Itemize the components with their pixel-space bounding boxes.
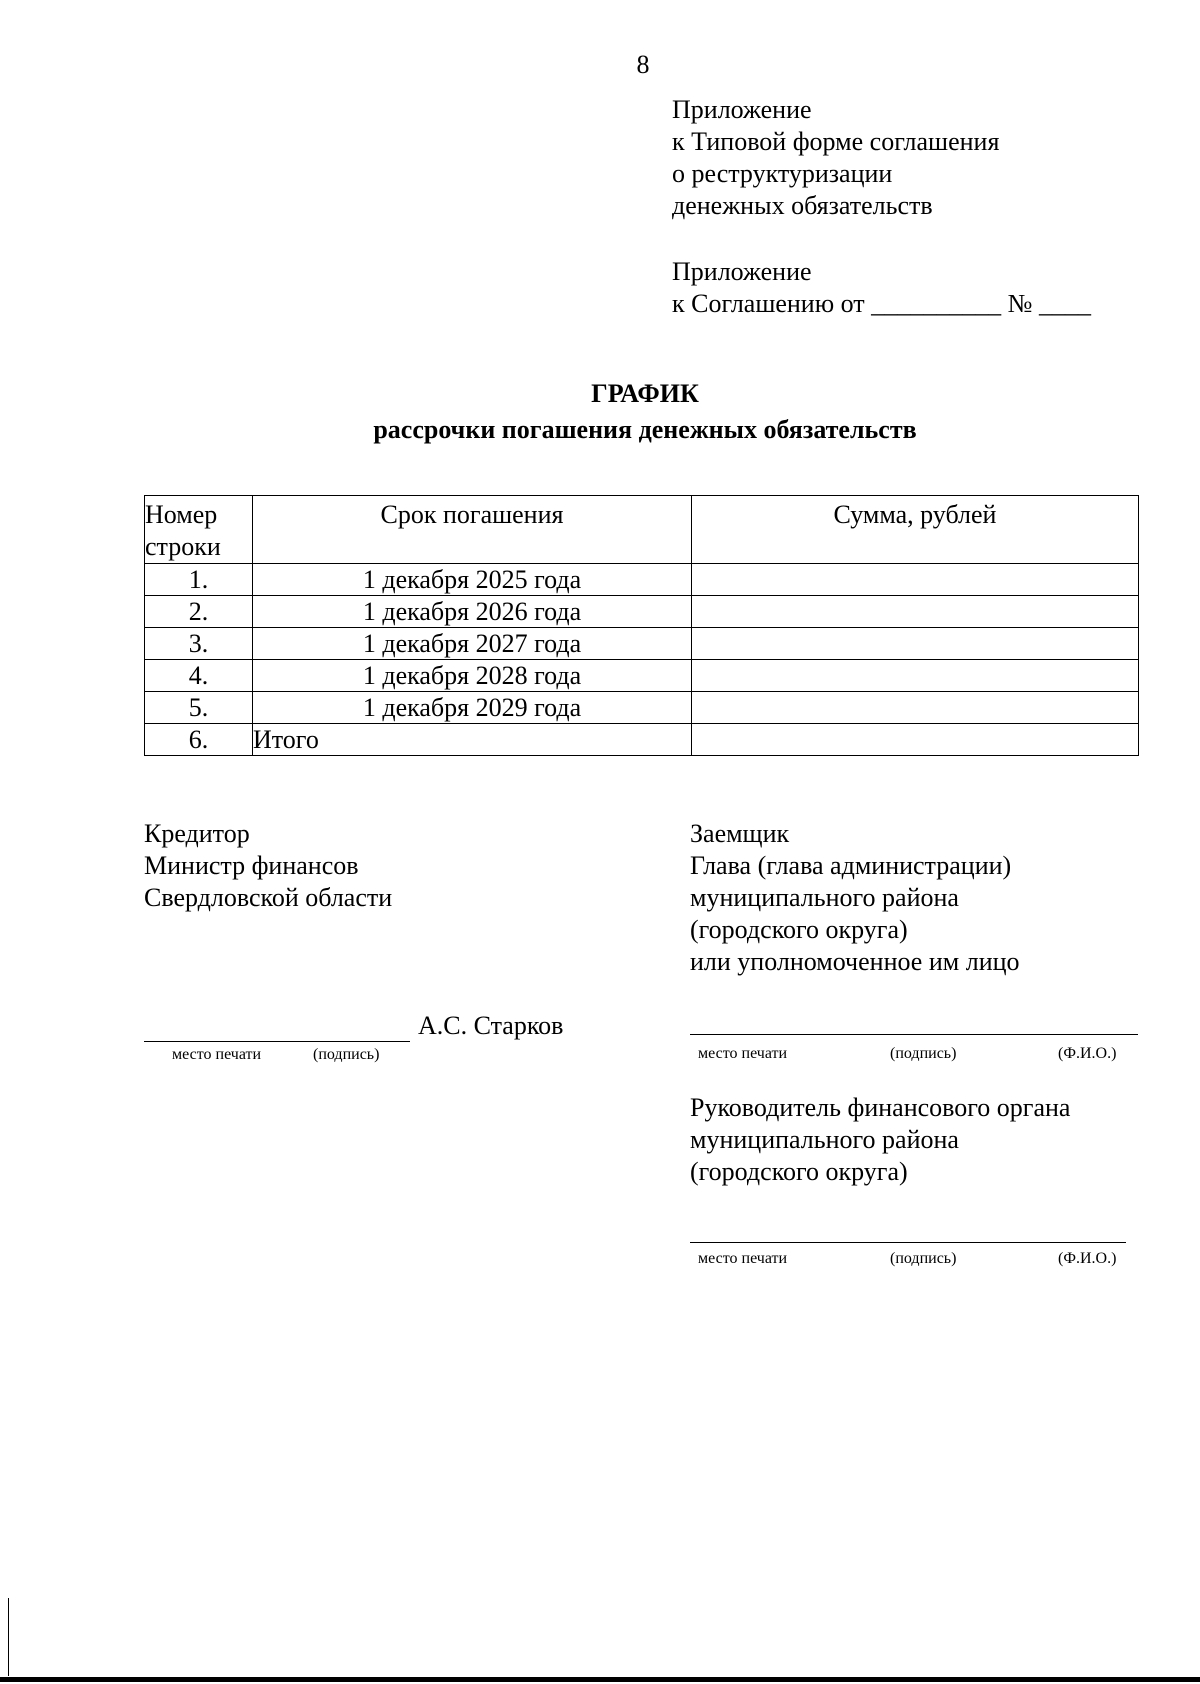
schedule-table bbox=[144, 495, 1139, 756]
appendix-typical-line: к Типовой форме соглашения bbox=[672, 127, 1000, 156]
row-amount bbox=[692, 628, 1139, 660]
creditor-line: Министр финансов bbox=[144, 851, 359, 880]
header-due-date: Срок погашения bbox=[253, 496, 692, 564]
table-header-row bbox=[145, 496, 1139, 564]
table-row bbox=[145, 660, 1139, 692]
row-date: 1 декабря 2025 года bbox=[253, 564, 692, 596]
borrower-line: Заемщик bbox=[690, 819, 790, 848]
borrower-line: Глава (глава администрации) bbox=[690, 851, 1012, 880]
row-date: 1 декабря 2027 года bbox=[253, 628, 692, 660]
title-sub: рассрочки погашения денежных обязательств bbox=[373, 415, 917, 444]
appendix-typical-line: денежных обязательств bbox=[672, 191, 933, 220]
row-amount bbox=[692, 596, 1139, 628]
borrower-block bbox=[690, 818, 1020, 978]
row-number: 6. bbox=[145, 724, 253, 756]
finance-head-name-label: (Ф.И.О.) bbox=[1058, 1250, 1117, 1267]
finance-head-line: Руководитель финансового органа bbox=[690, 1093, 1071, 1122]
row-amount bbox=[692, 564, 1139, 596]
appendix-agreement-line1: Приложение bbox=[672, 257, 812, 286]
scan-bottom-edge bbox=[0, 1677, 1200, 1682]
row-number: 5. bbox=[145, 692, 253, 724]
creditor-stamp-label: место печати bbox=[172, 1046, 262, 1063]
row-date: 1 декабря 2029 года bbox=[253, 692, 692, 724]
scan-margin-line bbox=[8, 1598, 9, 1676]
creditor-signature-line bbox=[144, 1041, 410, 1042]
appendix-agreement bbox=[672, 256, 1091, 320]
creditor-line: Свердловской области bbox=[144, 883, 393, 912]
table-row bbox=[145, 596, 1139, 628]
creditor-line: Кредитор bbox=[144, 819, 250, 848]
row-amount bbox=[692, 724, 1139, 756]
page-number: 8 bbox=[636, 50, 650, 79]
table-row bbox=[145, 564, 1139, 596]
borrower-signature-line bbox=[690, 1034, 1138, 1035]
appendix-typical-line: Приложение bbox=[672, 95, 812, 124]
table-row bbox=[145, 692, 1139, 724]
appendix-agreement-line2: к Соглашению от __________ № ____ bbox=[672, 289, 1091, 318]
finance-head-line: муниципального района bbox=[690, 1125, 959, 1154]
row-amount bbox=[692, 692, 1139, 724]
table-row-total bbox=[145, 724, 1139, 756]
row-amount bbox=[692, 660, 1139, 692]
borrower-line: или уполномоченное им лицо bbox=[690, 947, 1020, 976]
finance-head-signature-label: (подпись) bbox=[890, 1250, 957, 1267]
row-number: 3. bbox=[145, 628, 253, 660]
creditor-signer-name: А.С. Старков bbox=[418, 1011, 564, 1040]
borrower-name-label: (Ф.И.О.) bbox=[1058, 1045, 1117, 1062]
row-date: 1 декабря 2028 года bbox=[253, 660, 692, 692]
row-total-label: Итого bbox=[253, 724, 692, 756]
table-row bbox=[145, 628, 1139, 660]
title-main: ГРАФИК bbox=[591, 379, 699, 408]
borrower-stamp-label: место печати bbox=[698, 1045, 788, 1062]
row-number: 2. bbox=[145, 596, 253, 628]
header-row-number: Номер строки bbox=[145, 496, 253, 564]
appendix-typical-line: о реструктуризации bbox=[672, 159, 893, 188]
row-number: 4. bbox=[145, 660, 253, 692]
finance-head-stamp-label: место печати bbox=[698, 1250, 788, 1267]
document-title bbox=[0, 376, 1200, 448]
borrower-line: муниципального района bbox=[690, 883, 959, 912]
finance-head-block bbox=[690, 1092, 1070, 1188]
borrower-line: (городского округа) bbox=[690, 915, 908, 944]
header-amount: Сумма, рублей bbox=[692, 496, 1139, 564]
creditor-block bbox=[144, 818, 392, 914]
row-number: 1. bbox=[145, 564, 253, 596]
borrower-signature-label: (подпись) bbox=[890, 1045, 957, 1062]
creditor-signature-label: (подпись) bbox=[313, 1046, 380, 1063]
finance-head-signature-line bbox=[690, 1242, 1126, 1243]
row-date: 1 декабря 2026 года bbox=[253, 596, 692, 628]
finance-head-line: (городского округа) bbox=[690, 1157, 908, 1186]
appendix-typical-form bbox=[672, 94, 999, 222]
